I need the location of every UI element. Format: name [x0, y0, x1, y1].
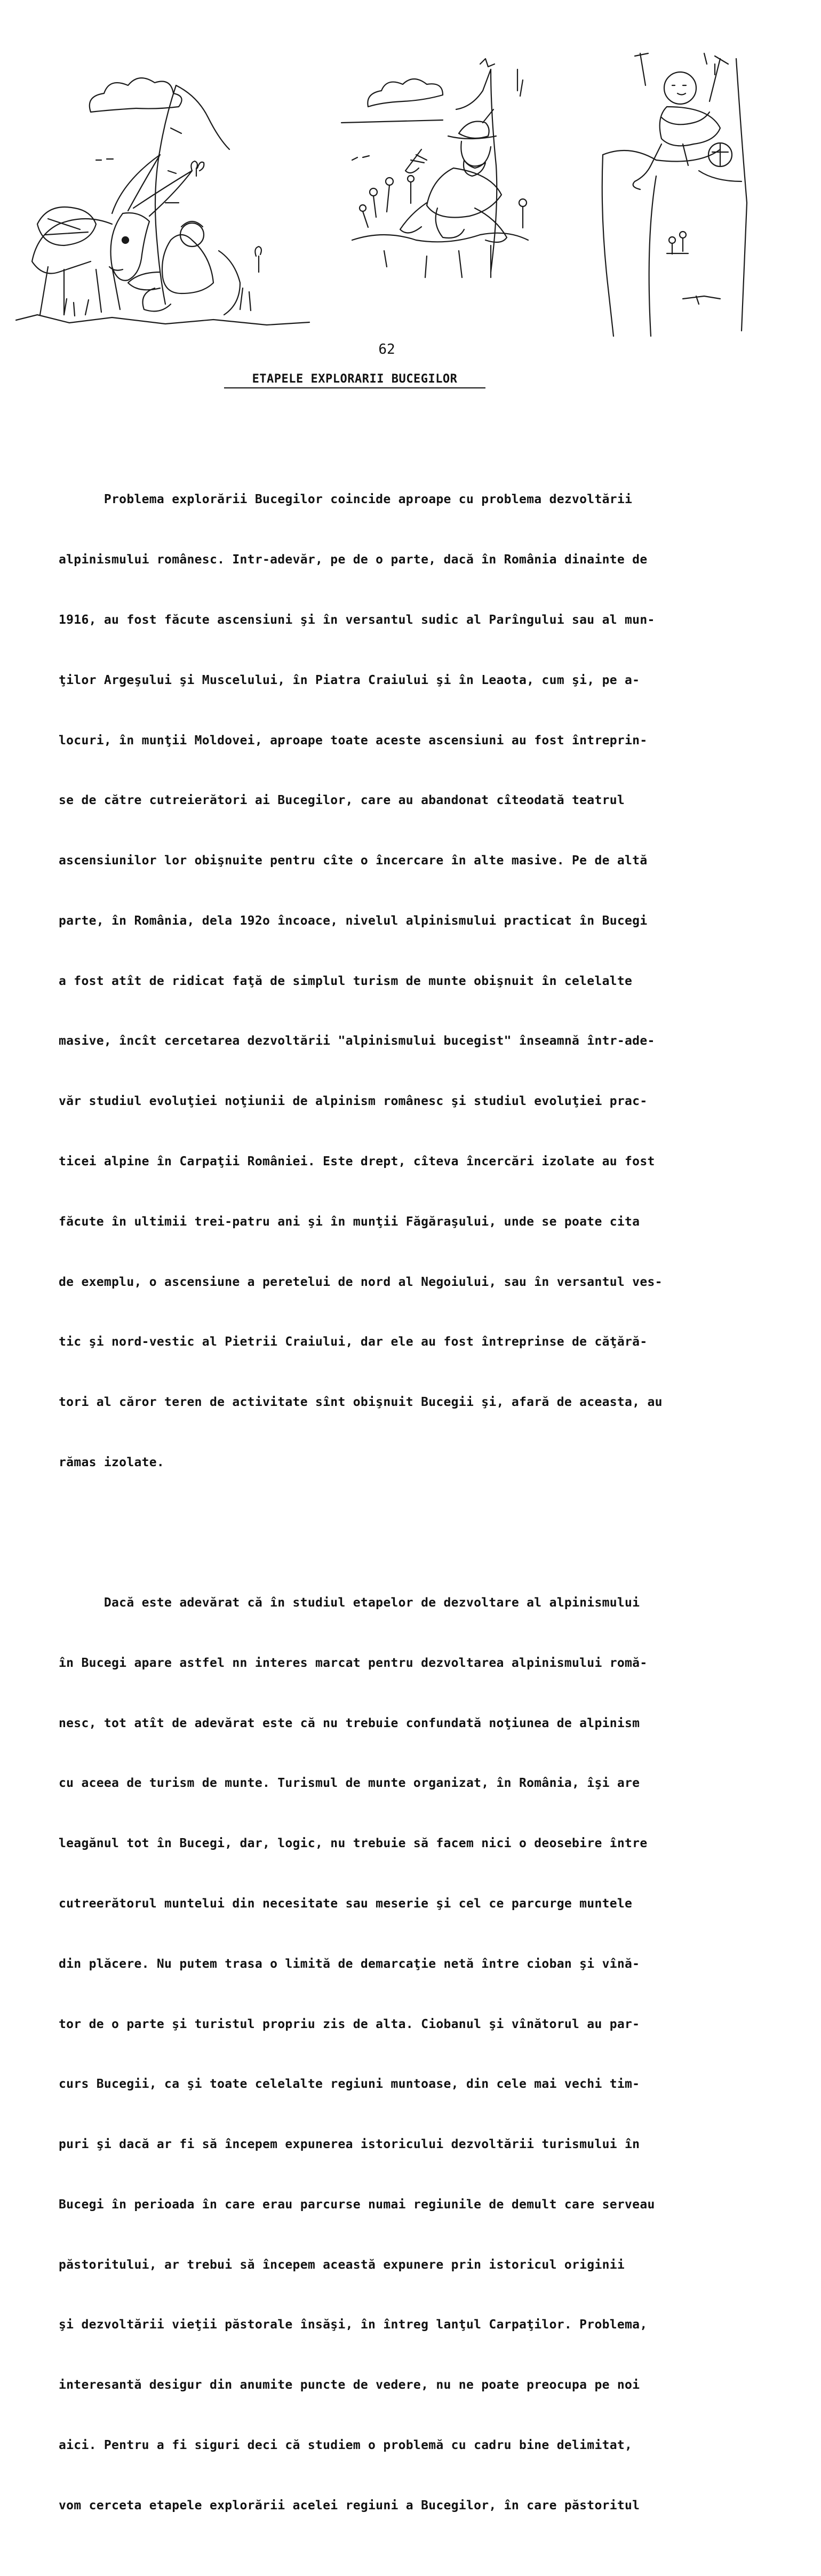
text-line: parte, în România, dela 192o încoace, nivelul alpinismului practicat în Bucegi	[59, 913, 648, 928]
text-line: ţilor Argeşului şi Muscelului, în Piatra Craiului şi în Leaota, cum şi, pe a-	[59, 673, 640, 687]
text-line: vom cerceta etapele explorării acelei regiuni a Bucegilor, în care păstoritul	[59, 2498, 640, 2513]
text-line: locuri, în munţii Moldovei, aproape toate aceste ascensiuni au fost întreprin-	[59, 733, 648, 748]
illustrations-strip	[0, 0, 821, 347]
text-line: văr studiul evoluţiei noţiunii de alpinism românesc şi studiul evoluţiei prac-	[59, 1094, 648, 1109]
text-line: şi dezvoltării vieţii păstorale însăşi, în întreg lanţul Carpaţilor. Problema,	[59, 2318, 648, 2332]
text-line: alpinismului românesc. Intr-adevăr, pe de o parte, dacă în România dinainte de	[59, 553, 648, 567]
text-line: Bucegi în perioada în care erau parcurse numai regiunile de demult care serveau	[59, 2197, 655, 2212]
text-line: tor de o parte şi turistul propriu zis de alta. Ciobanul şi vînătorul au par-	[59, 2017, 640, 2031]
paragraph-1	[59, 450, 752, 1513]
text-line: ascensiunilor lor obişnuite pentru cîte o încercare în alte masive. Pe de altă	[59, 854, 648, 868]
text-line: leagănul tot în Bucegi, dar, logic, nu trebuie să facem nici o deosebire între	[59, 1836, 648, 1851]
donkey-and-climber-sketch	[16, 64, 315, 341]
hunter-resting-sketch	[331, 48, 555, 293]
text-line: făcute în ultimii trei-patru ani şi în munţii Făgăraşului, unde se poate cita	[59, 1214, 640, 1229]
text-line: de exemplu, o ascensiune a peretelui de nord al Negoiului, sau în versantul ves-	[59, 1275, 663, 1289]
text-line: aici. Pentru a fi siguri deci că studiem o problemă cu cadru bine delimitat,	[59, 2438, 633, 2452]
climber-on-peak-sketch	[597, 48, 758, 341]
text-line: Problema explorării Bucegilor coincide aproape cu problema dezvoltării	[59, 492, 633, 507]
text-line: se de către cutreierători ai Bucegilor, care au abandonat cîteodată teatrul	[59, 793, 625, 808]
body-text	[59, 410, 752, 2576]
page-title: ETAPELE EXPLORARII BUCEGILOR	[224, 372, 485, 388]
text-line: cu aceea de turism de munte. Turismul de munte organizat, în România, îşi are	[59, 1776, 640, 1791]
text-line: nesc, tot atît de adevărat este că nu trebuie confundată noţiunea de alpinism	[59, 1716, 640, 1730]
text-line: tic şi nord-vestic al Pietrii Craiului, dar ele au fost întreprinse de căţără-	[59, 1335, 648, 1349]
text-line: interesantă desigur din anumite puncte de vedere, nu ne poate preocupa pe noi	[59, 2378, 640, 2392]
text-line: cutreerătorul muntelui din necesitate sau meserie şi cel ce parcurge muntele	[59, 1896, 633, 1911]
text-line: Dacă este adevărat că în studiul etapelor de dezvoltare al alpinismului	[59, 1596, 640, 1610]
text-line: a fost atît de ridicat faţă de simplul turism de munte obişnuit în celelalte	[59, 974, 633, 988]
page-number: 62	[378, 341, 395, 357]
text-line: ticei alpine în Carpaţii României. Este drept, cîteva încercări izolate au fost	[59, 1154, 655, 1168]
text-line: curs Bucegii, ca şi toate celelalte regiuni muntoase, din cele mai vechi tim-	[59, 2077, 640, 2092]
paragraph-2	[59, 1553, 752, 2556]
text-line: din plăcere. Nu putem trasa o limită de demarcaţie netă între cioban şi vînă-	[59, 1957, 640, 1971]
text-line: puri şi dacă ar fi să începem expunerea istoricului dezvoltării turismului în	[59, 2137, 640, 2152]
text-line: 1916, au fost făcute ascensiuni şi în versantul sudic al Parîngului sau al mun-	[59, 613, 655, 627]
text-line: tori al căror teren de activitate sînt obişnuit Bucegii şi, afară de aceasta, au	[59, 1395, 663, 1410]
text-line: păstoritului, ar trebui să începem această expunere prin istoricul originii	[59, 2257, 625, 2272]
text-line: rămas izolate.	[59, 1455, 165, 1469]
text-line: în Bucegi apare astfel nn interes marcat pentru dezvoltarea alpinismului romă-	[59, 1656, 648, 1670]
text-line: masive, încît cercetarea dezvoltării "alpinismului bucegist" înseamnă într-ade-	[59, 1034, 655, 1048]
